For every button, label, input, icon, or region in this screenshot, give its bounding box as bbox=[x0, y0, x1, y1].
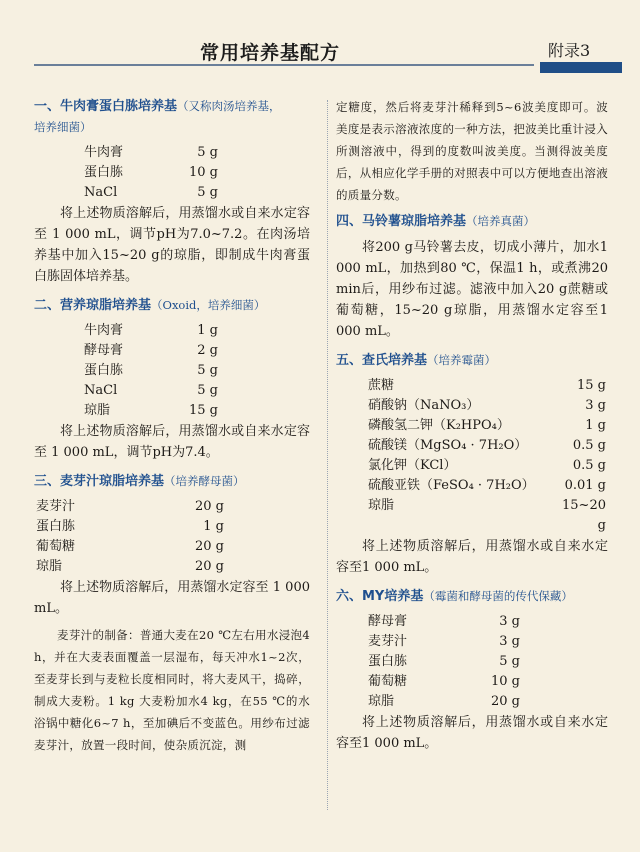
ingredient-amount: 20 g bbox=[491, 694, 520, 709]
ingredient-name: 葡萄糖 bbox=[36, 539, 76, 554]
ingredient-name: 蛋白胨 bbox=[368, 654, 408, 669]
ingredient-amount: 2 g bbox=[197, 343, 218, 358]
header-accent-block bbox=[540, 62, 622, 73]
left-column bbox=[34, 96, 310, 756]
section-4 bbox=[336, 211, 608, 342]
ingredient-name: 葡萄糖 bbox=[368, 674, 408, 689]
malt-preparation-note: 麦芽汁的制备：普通大麦在20 ℃左右用水浸泡4 h，并在大麦表面覆盖一层湿布，每天冲水1~2次，至麦芽长到与麦粒长度相同时，将大麦风干，捣碎，制成大麦粉。1 kg 大麦粉加水4 kg，在55 ℃的水浴锅中糖化6~7 h，至加碘后不变蓝色。用纱布过滤麦芽汁，放置一段时间，使杂质沉淀，测 bbox=[34, 628, 310, 752]
section-text: 将上述物质溶解后，用蒸馏水定容至 1 000 mL。 bbox=[34, 580, 310, 616]
ingredient-amount: 10 g bbox=[189, 165, 218, 180]
section-text: 将上述物质溶解后，用蒸馏水或自来水定容至1 000 mL。 bbox=[336, 715, 608, 751]
ingredient-amount: 5 g bbox=[197, 363, 218, 378]
ingredient-amount: 1 g bbox=[203, 519, 224, 534]
ingredient-row bbox=[84, 143, 310, 163]
section-note: （培养霉菌） bbox=[427, 353, 497, 367]
ingredient-row bbox=[84, 381, 310, 401]
ingredient-amount: 1 g bbox=[197, 323, 218, 338]
section-heading: 五、查氏培养基 bbox=[336, 353, 428, 368]
section-heading: 六、MY培养基 bbox=[336, 589, 424, 604]
ingredient-name: 琼脂 bbox=[36, 559, 63, 574]
ingredient-row bbox=[36, 537, 310, 557]
right-column bbox=[336, 96, 608, 754]
section-note-cont: 培养细菌） bbox=[34, 120, 92, 134]
ingredient-name: 硫酸亚铁（FeSO₄ · 7H₂O） bbox=[368, 478, 535, 493]
section-3 bbox=[34, 471, 310, 756]
ingredient-row bbox=[36, 517, 310, 537]
ingredient-row bbox=[368, 692, 608, 712]
ingredient-row bbox=[36, 497, 310, 517]
ingredient-row bbox=[84, 401, 310, 421]
section-note: （霉菌和酵母菌的传代保藏） bbox=[423, 589, 573, 603]
ingredient-row bbox=[368, 496, 608, 536]
ingredient-name: 牛肉膏 bbox=[84, 323, 124, 338]
ingredient-amount: 15 g bbox=[577, 378, 606, 393]
section-heading: 四、马铃薯琼脂培养基 bbox=[336, 214, 467, 229]
ingredient-row bbox=[84, 321, 310, 341]
ingredient-row bbox=[368, 376, 608, 396]
ingredient-name: 蛋白胨 bbox=[84, 363, 124, 378]
page-title: 常用培养基配方 bbox=[200, 42, 341, 64]
section-note: （又称肉汤培养基， bbox=[177, 99, 281, 113]
ingredient-row bbox=[84, 183, 310, 203]
ingredient-name: 蛋白胨 bbox=[36, 519, 76, 534]
ingredient-amount: 0.01 g bbox=[564, 478, 606, 493]
ingredient-name: NaCl bbox=[84, 185, 118, 200]
ingredient-row bbox=[368, 652, 608, 672]
ingredient-row bbox=[84, 361, 310, 381]
section-note: （Oxoid，培养细菌） bbox=[151, 298, 266, 312]
ingredient-amount: 3 g bbox=[585, 398, 606, 413]
ingredient-row bbox=[368, 436, 608, 456]
section-heading: 三、麦芽汁琼脂培养基 bbox=[34, 474, 165, 489]
ingredient-amount: 5 g bbox=[197, 185, 218, 200]
ingredient-row bbox=[368, 396, 608, 416]
appendix-label: 附录3 bbox=[548, 41, 591, 60]
ingredient-amount: 20 g bbox=[195, 539, 224, 554]
ingredient-amount: 15~20 g bbox=[562, 498, 606, 533]
ingredient-name: 琼脂 bbox=[84, 403, 111, 418]
section-1 bbox=[34, 96, 310, 287]
ingredient-name: 酵母膏 bbox=[84, 343, 124, 358]
section-text: 将上述物质溶解后，用蒸馏水或自来水定容至 1 000 mL，调节pH为7.4。 bbox=[34, 424, 310, 460]
section-text: 将上述物质溶解后，用蒸馏水或自来水定容至1 000 mL。 bbox=[336, 539, 608, 575]
ingredient-amount: 15 g bbox=[189, 403, 218, 418]
ingredient-row bbox=[368, 416, 608, 436]
section-heading: 一、牛肉膏蛋白胨培养基 bbox=[34, 99, 178, 114]
ingredient-name: 琼脂 bbox=[368, 498, 395, 513]
ingredient-amount: 0.5 g bbox=[572, 438, 606, 453]
ingredient-amount: 20 g bbox=[195, 499, 224, 514]
ingredient-row bbox=[84, 163, 310, 183]
ingredient-name: 酵母膏 bbox=[368, 614, 408, 629]
ingredient-name: 琼脂 bbox=[368, 694, 395, 709]
ingredient-amount: 5 g bbox=[197, 145, 218, 160]
section-text: 将上述物质溶解后，用蒸馏水或自来水定容至 1 000 mL，调节pH为7.0~7.2。在肉汤培养基中加入15~20 g的琼脂，即制成牛肉膏蛋白胨固体培养基。 bbox=[34, 206, 310, 284]
section-heading: 二、营养琼脂培养基 bbox=[34, 298, 152, 313]
malt-preparation-note-cont: 定糖度，然后将麦芽汁稀释到5~6波美度即可。波美度是表示溶液浓度的一种方法，把波美比重计浸入所测溶液中，得到的度数叫波美度。当测得波美度后，从相应化学手册的对照表中可以方便地查出溶液的质量分数。 bbox=[336, 100, 608, 202]
ingredient-amount: 3 g bbox=[499, 634, 520, 649]
ingredient-row bbox=[368, 456, 608, 476]
section-note: （培养真菌） bbox=[466, 214, 536, 228]
ingredient-name: 硫酸镁（MgSO₄ · 7H₂O） bbox=[368, 438, 528, 453]
ingredient-name: 蔗糖 bbox=[368, 378, 395, 393]
ingredient-row bbox=[368, 632, 608, 652]
ingredient-name: 麦芽汁 bbox=[36, 499, 76, 514]
ingredient-name: 硝酸钠（NaNO₃） bbox=[368, 398, 480, 413]
column-divider bbox=[327, 100, 328, 810]
ingredient-row bbox=[368, 672, 608, 692]
ingredient-name: 磷酸氢二钾（K₂HPO₄） bbox=[368, 418, 510, 433]
ingredient-row bbox=[36, 557, 310, 577]
ingredient-row bbox=[84, 341, 310, 361]
section-note: （培养酵母菌） bbox=[164, 474, 245, 488]
ingredient-amount: 5 g bbox=[499, 654, 520, 669]
ingredient-amount: 0.5 g bbox=[572, 458, 606, 473]
header-rule bbox=[34, 64, 534, 66]
section-text: 将200 g马铃薯去皮，切成小薄片，加水1 000 mL，加热到80 ℃，保温1 h，或煮沸20 min后，用纱布过滤。滤液中加入20 g蔗糖或葡萄糖，15~20 g琼脂，用蒸馏水定容至1 000 mL。 bbox=[336, 240, 608, 339]
ingredient-name: 氯化钾（KCl） bbox=[368, 458, 457, 473]
ingredient-name: 牛肉膏 bbox=[84, 145, 124, 160]
ingredient-amount: 5 g bbox=[197, 383, 218, 398]
ingredient-amount: 3 g bbox=[499, 614, 520, 629]
ingredient-amount: 10 g bbox=[491, 674, 520, 689]
section-2 bbox=[34, 295, 310, 463]
ingredient-amount: 1 g bbox=[585, 418, 606, 433]
ingredient-amount: 20 g bbox=[195, 559, 224, 574]
ingredient-name: 蛋白胨 bbox=[84, 165, 124, 180]
ingredient-row bbox=[368, 476, 608, 496]
ingredient-row bbox=[368, 612, 608, 632]
section-6 bbox=[336, 586, 608, 754]
ingredient-name: NaCl bbox=[84, 383, 118, 398]
ingredient-name: 麦芽汁 bbox=[368, 634, 408, 649]
section-5 bbox=[336, 350, 608, 578]
